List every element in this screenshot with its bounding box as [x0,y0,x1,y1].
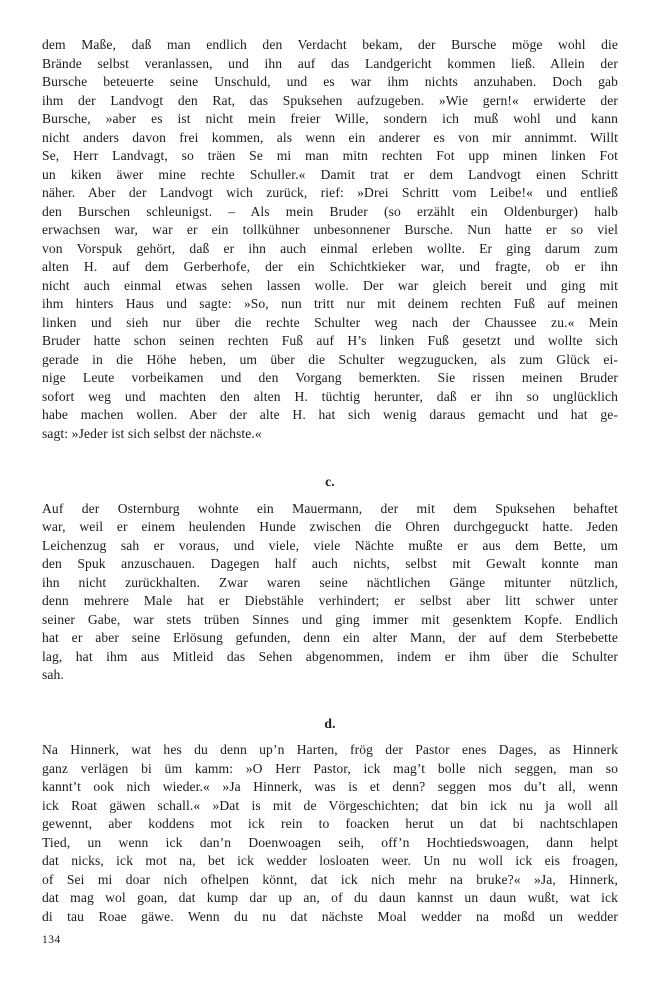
text-line: erwachsen war, war er ein tollkühner unbesonnener Bursche. Nun hatte er so viel [42,222,618,237]
text-line: sofort weg und machten den alten H. tüchtig herunter, daß er ihn so unglücklich [42,388,618,404]
text-line: of Sei mi doar nich ofhelpen könnt, dat ick nich mehr na bruke?« »Ja, Hinnerk, [42,871,618,887]
section-heading: c. [325,474,335,489]
text-line: hat er aber seine Erlösung gefunden, denn ein alter Mann, der auf dem Sterbebette [42,630,618,645]
text-line: Leichenzug sah er voraus, und viele, viele Nächte mußte er aus dem Bette, um [42,537,618,553]
section-heading: d. [324,715,336,731]
text-line: Bursche beteuerte seine Unschuld, und es war ihm nichts anzuhaben. Doch gab [42,74,618,89]
text-line: gerade in die Höhe heben, um über die Schulter wegzugucken, als zum Glück ei- [42,351,618,367]
text-line: Na Hinnerk, wat hes du denn up’n Harten, frög der Pastor enes Dages, as Hinnerk [42,742,618,757]
text-line: den Spuk anzuschauen. Dagegen half auch nichts, selbst mit Gewalt konnte man [42,556,618,571]
paragraph [42,500,618,685]
text-block [42,36,618,950]
text-line: sah. [42,667,64,682]
text-line: dat nicks, ick mot na, bet ick wedder losloaten weer. Un nu woll ick eis froagen, [42,853,618,868]
text-line: nicht auch einmal etwas sehen lassen wolle. Der war gleich bereit und ging mit [42,277,618,293]
text-line: lag, hat ihm aus Mitleid das Sehen abgenommen, indem er ihm über die Schulter [42,648,618,664]
text-line: ick Roat gäwen schall.« »Dat is mit de Vörgeschichten; dat bin ick nu ja woll all [42,797,618,813]
text-line: nicht anders davon frei kommen, als wenn ein anderer es von mir annimmt. Willt [42,129,618,145]
text-line: alten H. auf dem Gerberhofe, der ein Schichtkieker war, und fragte, ob er ihn [42,259,618,274]
text-line: habe machen wollen. Aber der alte H. hat sich wenig daraus gemacht und hat ge- [42,407,618,422]
text-line: war, weil er einem heulenden Hunde zwischen die Ohren durchgeguckt hatte. Jeden [42,519,618,534]
text-line: von Vorspuk gehört, daß er ihn auch einmal erleben wollte. Er ging darum zum [42,240,618,256]
text-line: ganz verlägen bi üm kamm: »O Herr Pastor, ick mag’t bolle nich seggen, man so [42,760,618,776]
text-line: ihn nicht zurückhalten. Zwar waren seine nächtlichen Gänge mitunter nützlich, [42,574,618,590]
paragraph [42,36,618,443]
text-line: ihm hinters Haus und sagte: »So, nun tritt nur mit deinem rechten Fuß auf meinen [42,296,618,311]
paragraph [42,741,618,926]
text-line: Tied, un wenn ick dan’n Doenwoagen seih, off’n Hochtiedswoagen, dann helpt [42,834,618,850]
text-line: di tau Roae gäwe. Wenn du nu dat nächste Moal wedder na moßd un wedder [42,908,618,924]
text-line: dat mag wol goan, dat kump dar up an, of du daun kannst un daun wußt, wat ick [42,890,618,905]
text-line: ihm der Landvogt den Rat, das Spuksehen aufzugeben. »Wie gern!« erwiderte der [42,92,618,108]
text-line: Bruder hatte schon seinen rechten Fuß auf H’s linken Fuß gesetzt und wollte sich [42,333,618,348]
text-line: Auf der Osternburg wohnte ein Mauermann, der mit dem Spuksehen behaftet [42,500,618,516]
text-line: Bursche, »aber es ist nicht mein freier Wille, sondern ich muß wohl und kann [42,111,618,126]
page-number: 134 [42,934,61,946]
text-line: seiner Gabe, war stets trüben Sinnes und ging immer mit gesenktem Kopfe. Endlich [42,611,618,627]
text-line: Se, Herr Landvagt, so träen Se mi man mitn rechten Fot upp minen linken Fot [42,148,618,163]
text-line: denn mehrere Male hat er Diebstähle verhindert; er selbst aber litt schwer unter [42,593,618,608]
text-line: nige Leute vorbeikamen und den Vorgang bemerkten. Sie rissen meinen Bruder [42,370,618,385]
text-line: näher. Aber der Landvogt wich zurück, rief: »Drei Schritt vom Leibe!« und entließ [42,185,618,200]
text-line: den Burschen schleunigst. – Als mein Bruder (so erzählt ein Oldenburger) halb [42,203,618,219]
page-content [42,36,618,926]
text-line: un kiken äwer mine rechte Schuller.« Damit trat er dem Landvogt einen Schritt [42,166,618,182]
text-line: dem Maße, daß man endlich den Verdacht bekam, der Bursche möge wohl die [42,37,618,52]
text-line: Brände selbst veranlassen, und ihn auf das Landgericht kommen ließ. Allein der [42,55,618,71]
text-line: sagt: »Jeder ist sich selbst der nächste.« [42,425,262,441]
text-line: kannt’t ook nich wieder.« »Ja Hinnerk, was is et denn? seggen mos du’t all, wenn [42,779,618,794]
text-line: gewennt, aber koddens mot ick rein to foacken herut un dat bi nachtschlapen [42,816,618,831]
text-line: linken und sieh nur über die rechte Schulter weg nach der Chaussee zu.« Mein [42,314,618,330]
